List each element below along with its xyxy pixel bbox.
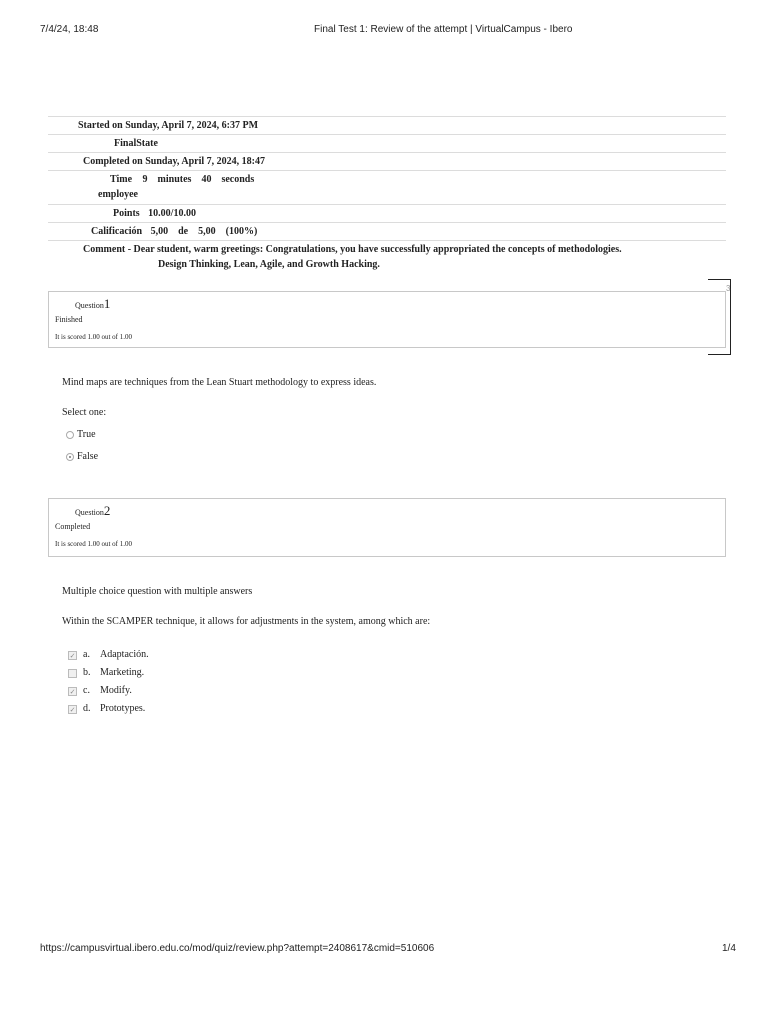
question-2-info: [48, 498, 726, 557]
question-2-label: Question: [75, 508, 104, 517]
completed-label: Completed on: [83, 156, 143, 167]
question-2-grade: It is scored 1.00 out of 1.00: [55, 540, 132, 548]
completed-value: Sunday, April 7, 2024, 18:47: [145, 156, 265, 167]
side-marker: 3: [726, 284, 731, 293]
question-1-number: 1: [103, 296, 111, 311]
option-c-label: Modify.: [100, 685, 132, 696]
print-url: https://campusvirtual.ibero.edu.co/mod/quiz/review.php?attempt=2408617&cmid=510606: [40, 943, 435, 954]
question-2-state: Completed: [55, 522, 91, 531]
question-1-info: [48, 291, 726, 348]
option-b-checkbox[interactable]: [68, 669, 77, 678]
points-value: 10.00/10.00: [148, 208, 196, 219]
state-label: FinalState: [114, 138, 158, 149]
summary-row-grade: [48, 223, 726, 241]
option-a-letter: a.: [83, 649, 90, 660]
summary-row-state: [48, 135, 726, 153]
summary-row-completed: [48, 153, 726, 171]
grade-value: 5,00 de 5,00 (100%): [150, 226, 258, 237]
question-1-grade: It is scored 1.00 out of 1.00: [55, 333, 132, 341]
option-true-label: True: [77, 429, 96, 440]
option-false-radio[interactable]: [66, 453, 74, 461]
option-a-checkbox[interactable]: ✓: [69, 652, 76, 660]
print-page-number: 1/4: [722, 943, 736, 954]
summary-row-points: [48, 205, 726, 223]
question-1-label: Question: [75, 301, 104, 310]
option-b-label: Marketing.: [100, 667, 145, 678]
option-d-checkbox[interactable]: ✓: [69, 706, 76, 714]
time-label: Time: [110, 174, 133, 185]
print-date: 7/4/24, 18:48: [40, 24, 99, 35]
question-1-state: Finished: [55, 315, 83, 324]
comment-label: Comment -: [83, 244, 132, 255]
option-c-checkbox[interactable]: ✓: [69, 688, 76, 696]
started-value: Sunday, April 7, 2024, 6:37 PM: [125, 120, 259, 131]
started-label: Started on: [78, 120, 123, 131]
option-b-letter: b.: [83, 667, 91, 678]
points-label: Points: [113, 208, 140, 219]
question-2-prompt: Within the SCAMPER technique, it allows for adjustments in the system, among which are:: [62, 616, 431, 627]
time-label-2: employee: [98, 189, 138, 200]
summary-row-time: [48, 171, 726, 205]
option-c-letter: c.: [83, 685, 90, 696]
grade-label: Calificación: [91, 226, 143, 237]
attempt-summary-table: [48, 116, 726, 272]
time-value: 9 minutes 40 seconds: [142, 174, 255, 185]
option-true-radio[interactable]: [66, 431, 74, 439]
option-d-label: Prototypes.: [100, 703, 146, 714]
question-2-number: 2: [103, 503, 111, 518]
option-d-letter: d.: [83, 703, 91, 714]
comment-line-1: Dear student, warm greetings: Congratulations, you have successfully appropriated the concepts of methodologies.: [133, 244, 622, 255]
question-1-select-one: Select one:: [62, 407, 107, 418]
summary-row-comment: [48, 241, 726, 273]
question-2-type: Multiple choice question with multiple answers: [62, 586, 253, 597]
option-false-label: False: [77, 451, 99, 462]
print-title: Final Test 1: Review of the attempt | VirtualCampus - Ibero: [314, 24, 573, 35]
summary-row-started: [48, 117, 726, 135]
option-a-label: Adaptación.: [100, 649, 149, 660]
question-1-prompt: Mind maps are techniques from the Lean Stuart methodology to express ideas.: [62, 377, 377, 388]
comment-line-2: Design Thinking, Lean, Agile, and Growth Hacking.: [158, 259, 380, 270]
